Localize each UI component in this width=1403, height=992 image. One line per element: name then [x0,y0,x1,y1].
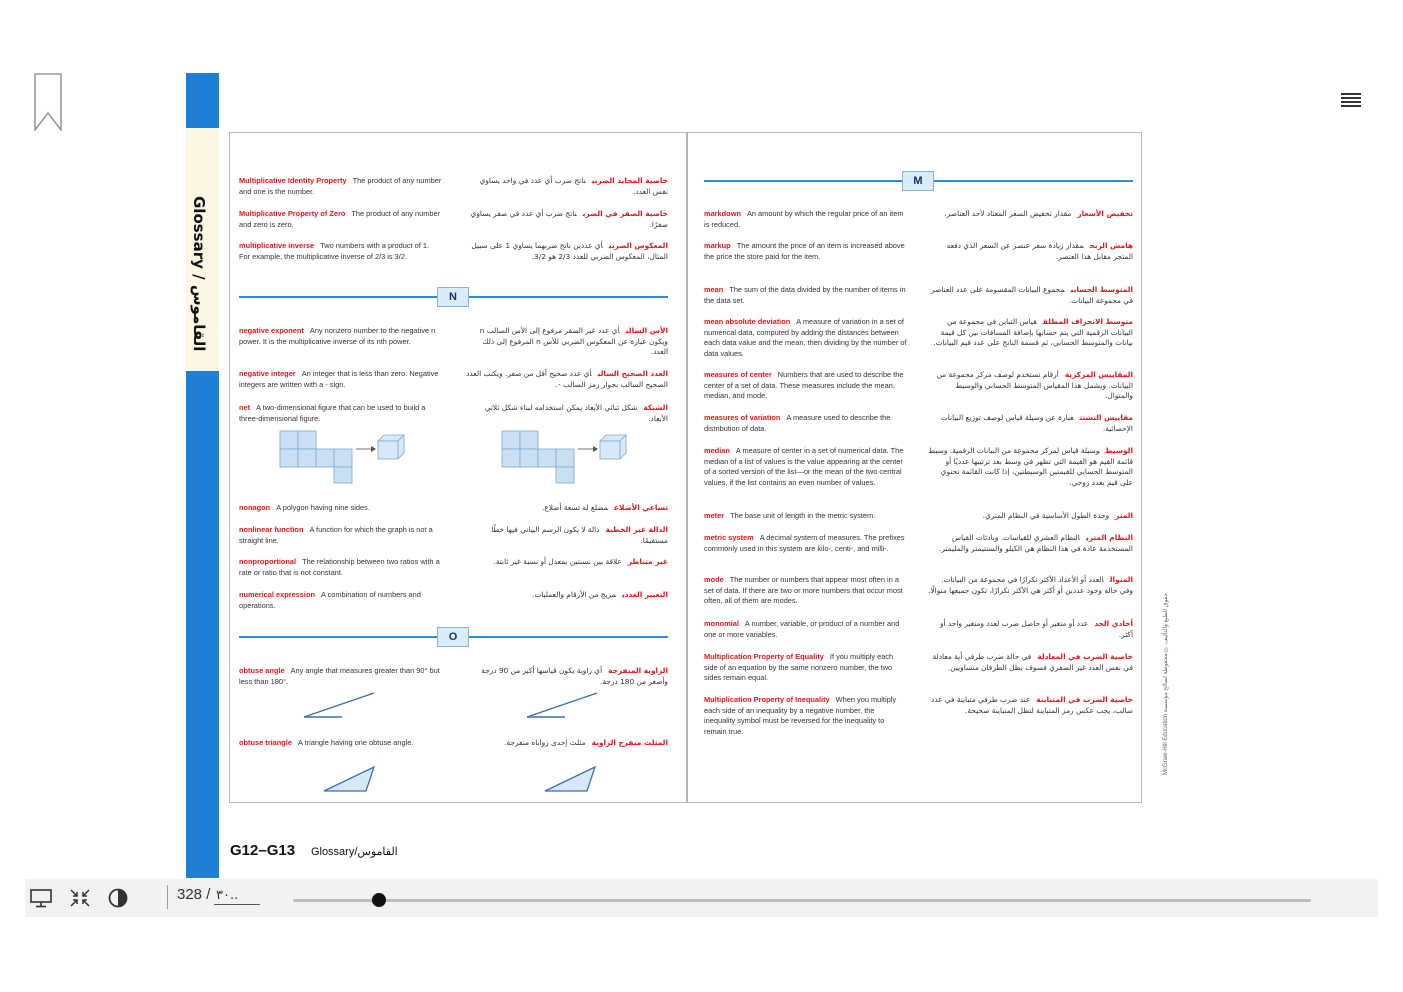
entry-term: obtuse triangle [239,738,292,747]
entry-term-ar: النظام المتري [1086,533,1133,542]
entry-term-ar: متوسط الانحراف المطلق [1042,317,1133,326]
entry-definition: The product of any number and zero is zero. [239,209,441,229]
section-letter: M [902,171,934,191]
entry-definition-ar: أي عددين ناتج ضربهما يساوي 1 على سبيل المثال، المعكوس الضربي للعدد 2/3 هو 3/2. [471,241,668,261]
entry-term: Multiplicative Identity Property [239,176,347,185]
entry-term-ar: المتر [1115,511,1133,520]
entry-definition-ar: مقدار تخفيض السعر المعتاد لأحد العناصر. [944,209,1072,218]
entry-definition: The number or numbers that appear most often in a set of data. If there are two or more numbers that occur most often, all of them are modes. [704,575,903,606]
entry-definition-ar: دالة لا يكون الرسم البياني فيها خطًا مستقيمًا. [491,525,668,545]
entry-definition: Any nonzero number to the negative n power. It is the multiplicative inverse of its nth power. [239,326,436,346]
entry-definition-ar: عند ضرب طرفي متباينة في عدد سالب، يجب عكس رمز المتباينة لتظل المتباينة صحيحة. [930,695,1133,715]
entry-definition-ar: أي زاوية يكون قياسها أكبر من 90 درجة وأصغر من 180 درجة. [481,666,668,686]
glossary-spread [229,132,1142,803]
entry-term-ar: الشبكة [643,403,668,412]
entry-definition-ar: شكل ثنائي الأبعاد يمكن استخدامه لبناء شكل ثلاثي الأبعاد. [484,403,668,423]
toolbar-separator [167,885,168,909]
entry-term: Multiplication Property of Equality [704,652,824,661]
page-footer [230,842,398,859]
entry-term: negative exponent [239,326,304,335]
entry-term: obtuse angle [239,666,285,675]
current-page-number: 328 [177,886,203,903]
entry-term: mean absolute deviation [704,317,791,326]
entry-term: numerical expression [239,590,315,599]
entry-term: nonagon [239,503,271,512]
entry-term-ar: الزاوية المنفرجة [608,666,668,675]
entry-term: mean [704,285,724,294]
entry-term: negative integer [239,369,296,378]
entry-definition-ar: العدد أو الأعداد الأكثر تكرارًا في مجموعة من البيانات. وفي حالة وجود عددين أو أكثر هي الأكثر تكرارًا، تكون جميعها منوالًا. [928,575,1133,595]
publisher-credit: McGraw-Hill Education حقوق الطبع والتأليف © محفوظة لصالح مؤسسة [1163,592,1169,775]
entry-term-ar: المتوسط الحسابي [1070,285,1133,294]
monitor-icon[interactable] [30,888,52,908]
right-page [688,133,1141,802]
section-header-n [239,293,668,315]
entry-term-ar: العدد الصحيح السالب [597,369,668,378]
entry-term: markup [704,241,731,250]
entry-definition-ar: عبارة عن وسيلة قياس لوصف توزيع البيانات الإحصائية. [940,413,1133,433]
entry-term-ar: تخفيض الأسعار [1077,209,1133,218]
entry-term: measures of center [704,370,772,379]
entry-definition: A two-dimensional figure that can be used to build a three-dimensional figure. [239,403,426,423]
entry-definition: An amount by which the regular price of an item is reduced. [704,209,904,229]
entry-definition-ar: علاقة بين نسبتين بمعدل أو نسبة غير ثابتة. [493,557,622,566]
entry-definition: A decimal system of measures. The prefixes commonly used in this system are kilo-, centi-, and milli-. [704,533,905,553]
entry-term-ar: مقاييس التشتت [1079,413,1133,422]
entry-term-ar: الوسيط [1105,446,1133,455]
entry-term-ar: المعكوس الضربي [608,241,668,250]
entry-definition: Two numbers with a product of 1. For example, the multiplicative inverse of 2/3 is 3/2. [239,241,430,261]
footer-section-name: Glossary/القاموس [310,846,398,858]
entry-term: median [704,446,730,455]
entry-term: Multiplication Property of Inequality [704,695,830,704]
entry-term-ar: المقاييس المركزية [1064,370,1133,379]
net-figure [278,429,408,485]
obtuse-angle-figure [525,691,605,721]
fullscreen-icon[interactable] [69,888,91,908]
entry-term-ar: الأس السالب [625,326,668,335]
left-page [230,133,685,802]
entry-term: multiplicative inverse [239,241,315,250]
entry-definition: If you multiply each side of an equation by the same nonzero number, the two sides remain equal. [704,652,894,683]
entry-definition-ar: مزيج من الأرقام والعمليات. [532,590,616,599]
section-header-o [239,633,668,655]
entry-term-ar: غير متناظر [627,557,668,566]
entry-definition: A number, variable, or product of a number and one or more variables. [704,619,900,639]
entry-term: monomial [704,619,739,628]
entry-definition: An integer that is less than zero. Negative integers are written with a - sign. [239,369,439,389]
viewer-toolbar [25,879,1378,917]
entry-definition: The sum of the data divided by the number of items in the data set. [704,285,906,305]
entry-term-ar: المثلث منفرج الزاوية [591,738,668,747]
entry-term: mode [704,575,724,584]
entry-term-ar: التعبير العددي [621,590,668,599]
entry-definition: The amount the price of an item is increased above the price the store paid for the item. [704,241,905,261]
entry-term-ar: خاصية الضرب في المتباينة [1036,695,1133,704]
entry-definition-ar: مثلث إحدى زواياه منفرجة. [504,738,586,747]
entry-term-ar: الدالة غير الخطية [605,525,668,534]
entry-term: markdown [704,209,741,218]
entry-term: Multiplicative Property of Zero [239,209,346,218]
entry-definition-ar: في حالة ضرب طرفي أية معادلة في نفس العدد غير الصفري فسوف يظل الطرفان متساويين. [932,652,1133,672]
entry-term: net [239,403,251,412]
entry-definition: A function for which the graph is not a straight line. [239,525,433,545]
obtuse-triangle-figure [543,765,599,793]
entry-definition-ar: النظام العشري للقياسات. وبادئات القياس المستخدمة عادة في هذا النظام هي الكيلو والسنتيمتر والمليمتر. [939,533,1133,553]
entry-definition-ar: قياس التباين في مجموعة من البيانات الرقمية التي يتم حسابها بإضافة المسافات بين كل قيمة بيانات والمتوسط الحسابي، ثم قسمة الناتج على عدد قيم البيانات. [933,317,1133,348]
entry-term: nonlinear function [239,525,304,534]
entry-definition-ar: ناتج ضرب أي عدد في واحد يساوي نفس العدد. [479,176,668,196]
side-tab-label: Glossary / القاموس [190,196,208,352]
entry-term-ar: أحادي الحد [1094,619,1133,628]
page-slider-thumb[interactable] [372,893,386,907]
entry-term-ar: تساعي الأضلاع [613,503,668,512]
entry-term-ar: هامش الربح [1089,241,1133,250]
bookmark-icon[interactable] [33,73,63,131]
entry-definition: A measure used to describe the distribution of data. [704,413,891,433]
entry-definition-ar: وسيلة قياس لمركز مجموعة من البيانات الرقمية. وسيط قائمة القيم هو القيمة التي تظهر في وسط بعد ترتيبها عدديًا أو المتوسط الحسابي للقيمتين الوسيطتين، إذا كانت القائمة تحتوي على قيم بعدد زوجي. [928,446,1133,487]
glossary-side-tab [186,73,219,878]
entry-term: meter [704,511,725,520]
entry-definition-ar: أي عدد غير الصفر مرفوع إلى الأس السالب n ويكون عبارة عن المعكوس الضربي للأس n المرفوع إلى ذلك العدد. [479,326,668,357]
page-separator: / [206,886,211,903]
net-figure [500,429,630,485]
entry-definition-ar: ناتج ضرب أي عدد في صفر يساوي صفرًا. [470,209,668,229]
entry-definition-ar: مضلع له تسعة أضلاع. [541,503,608,512]
obtuse-angle-figure [302,691,382,721]
entry-definition-ar: مجموع البيانات المقسومة على عدد العناصر في مجموعة البيانات. [931,285,1133,305]
entry-definition-ar: وحدة الطول الأساسية في النظام المتري. [982,511,1110,520]
entry-definition: When you multiply each side of an inequality by a negative number, the inequality symbol must be reversed for the inequality to remain true. [704,695,897,736]
section-letter: N [437,287,469,307]
page-number-indicator [177,886,210,903]
page-slider-track[interactable] [293,899,1311,902]
contrast-icon[interactable] [107,888,129,908]
menu-icon[interactable] [1341,93,1361,107]
entry-definition: Any angle that measures greater than 90° but less than 180°. [239,666,440,686]
section-letter: O [437,627,469,647]
entry-term: metric system [704,533,754,542]
entry-definition: A measure of variation in a set of numerical data, computed by adding the distances between each data value and the mean, then dividing by the number of data values. [704,317,907,358]
entry-definition: The base unit of length in the metric system. [730,511,876,520]
page-total-input[interactable] [214,886,260,905]
entry-definition: The product of any number and one is the number. [239,176,442,196]
footer-page-range: G12–G13 [230,842,296,859]
entry-term-ar: خاصية الضرب في المعادلة [1037,652,1133,661]
entry-definition: Numbers that are used to describe the center of a set of data. These measures include the mean, median, and mode. [704,370,904,401]
side-tab-label-box [186,128,219,371]
entry-definition: A measure of center in a set of numerical data. The median of a list of values is the value appearing at the center of a sorted version of the list—or the mean of the two central values, if the list contains an even number of values. [704,446,904,487]
entry-definition: A triangle having one obtuse angle. [297,738,414,747]
entry-term: nonproportional [239,557,297,566]
entry-definition-ar: أي عدد صحيح أقل من صفر. ويكتب العدد الصحيح السالب بجوار رمز السالب -. [466,369,668,389]
entry-term: measures of variation [704,413,781,422]
entry-definition: The relationship between two ratios with a rate or ratio that is not constant. [239,557,440,577]
obtuse-triangle-figure [322,765,378,793]
entry-definition-ar: أرقام تستخدم لوصف مركز مجموعة من البيانات. ويشمل هذا المقياس المتوسط الحسابي والوسيط والمنوال. [936,370,1133,401]
entry-term-ar: المنوال [1109,575,1133,584]
entry-definition: A polygon having nine sides. [276,503,370,512]
entry-definition-ar: مقدار زيادة سعر عنصر عن السعر الذي دفعه المتجر مقابل هذا العنصر. [946,241,1133,261]
entry-term-ar: خاصية الصفر في الضرب [582,209,668,218]
section-header-m [704,177,1133,199]
entry-definition-ar: عدد أو متغير أو حاصل ضرب لعدد ومتغير واحد أو أكثر. [939,619,1133,639]
entry-definition: A combination of numbers and operations. [239,590,421,610]
entry-term-ar: خاصية المحايد الضربي [591,176,668,185]
